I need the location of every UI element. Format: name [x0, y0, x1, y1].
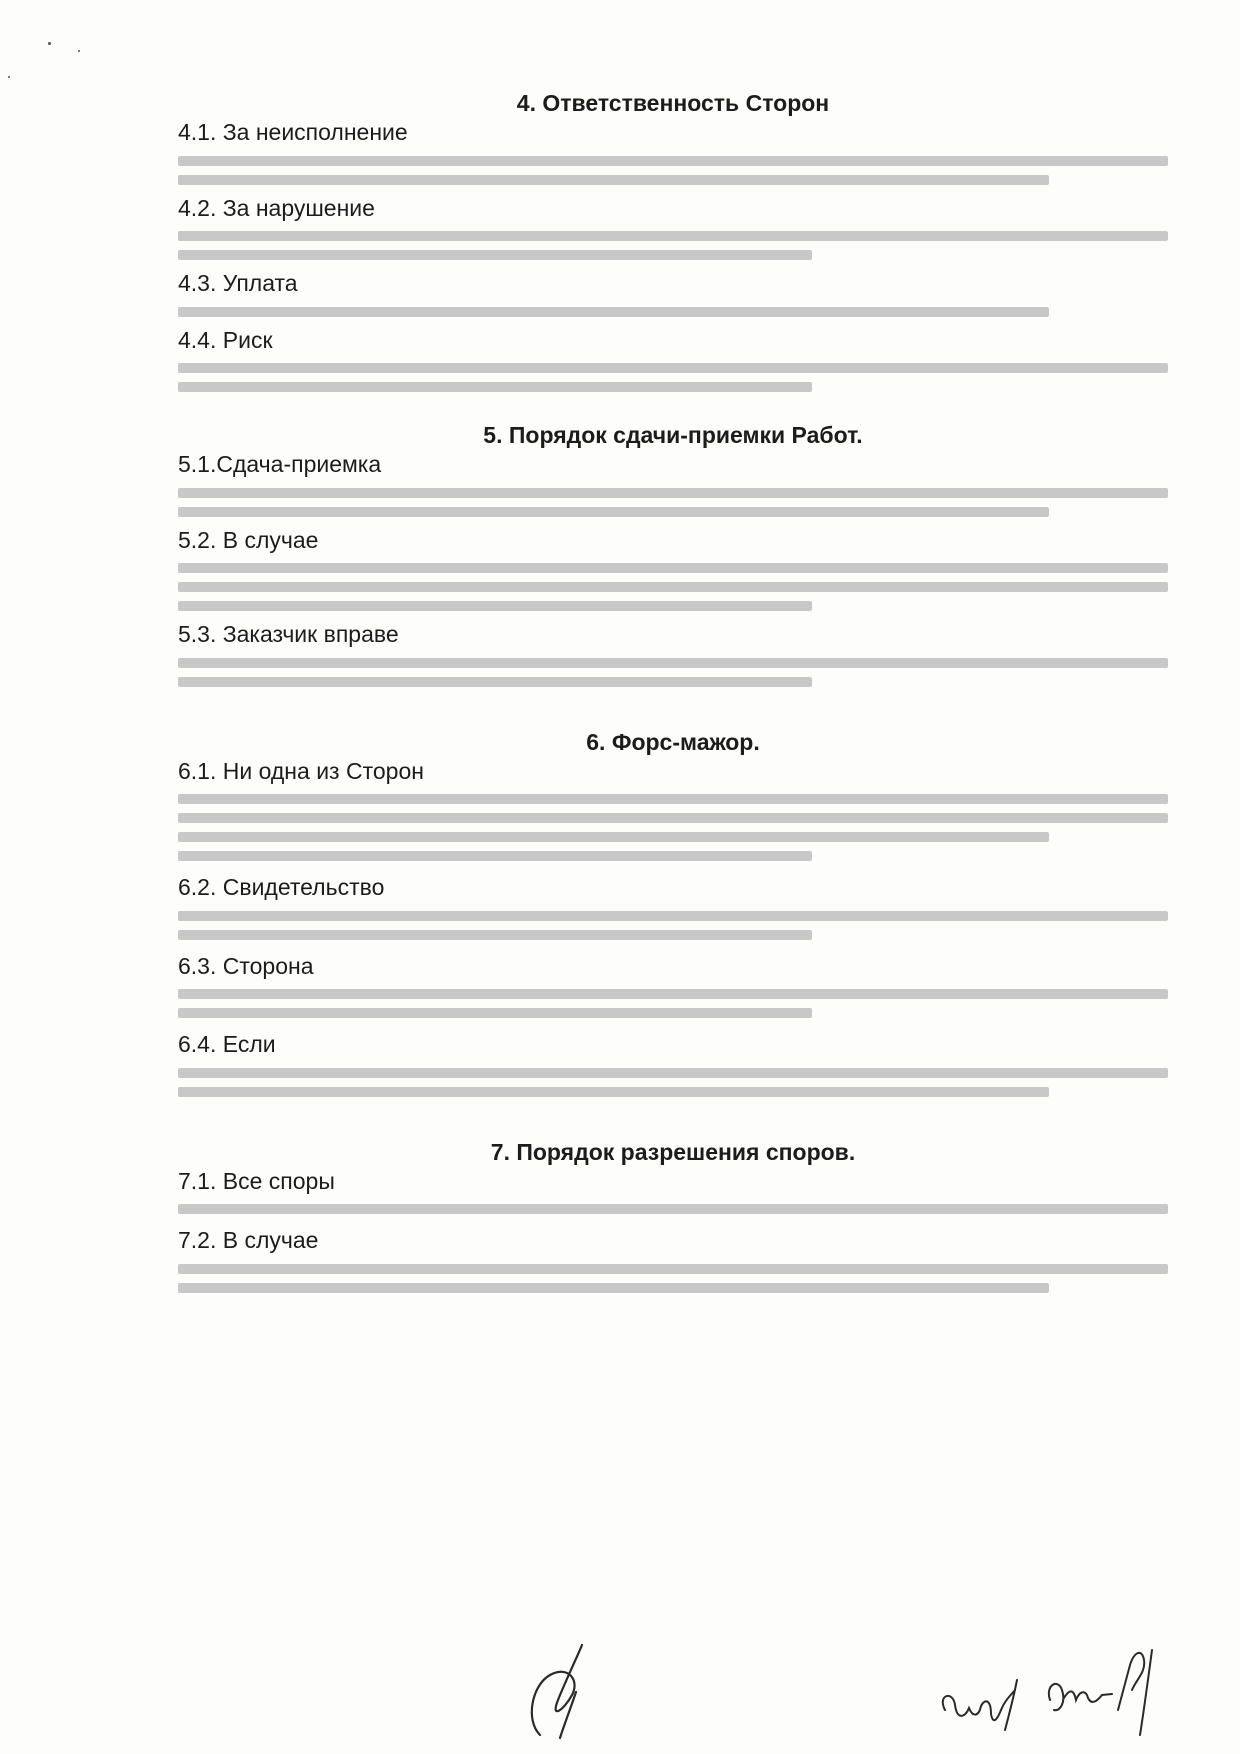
scan-speck [78, 50, 80, 52]
section-force-majeure [178, 727, 1168, 1097]
paragraph: 5.2. В случае [178, 526, 1168, 612]
section-title: 4. Ответственность Сторон [516, 90, 830, 116]
paragraph: 6.3. Сторона [178, 952, 1168, 1019]
handwritten-signature [935, 1670, 1035, 1740]
paragraph: 6.2. Свидетельство [178, 873, 1168, 940]
section-acceptance [178, 420, 1168, 687]
paragraph: 4.2. За нарушение [178, 194, 1168, 261]
paragraph: 4.3. Уплата [178, 269, 1168, 317]
section-disputes [178, 1137, 1168, 1293]
scan-speck [8, 76, 10, 78]
paragraph: 7.1. Все споры [178, 1167, 1168, 1215]
section-title: 6. Форс-мажор. [586, 728, 760, 755]
section-title: 7. Порядок разрешения споров. [490, 1138, 856, 1165]
handwritten-signature [520, 1640, 610, 1750]
signature-area [0, 1640, 1240, 1750]
paragraph: 5.1.Сдача-приемка [178, 450, 1168, 517]
paragraph: 4.1. За неисполнение [178, 118, 1168, 185]
document-body [178, 88, 1168, 1311]
paragraph: 4.4. Риск [178, 326, 1168, 393]
section-title: 5. Порядок сдачи-приемки Работ. [483, 422, 863, 448]
paragraph: 7.2. В случае [178, 1226, 1168, 1293]
scan-speck [48, 42, 51, 45]
paragraph: 6.4. Если [178, 1030, 1168, 1097]
paragraph: 6.1. Ни одна из Сторон [178, 757, 1168, 862]
handwritten-signature [1040, 1640, 1170, 1740]
paragraph: 5.3. Заказчик вправе [178, 620, 1168, 687]
section-liability [178, 88, 1168, 392]
